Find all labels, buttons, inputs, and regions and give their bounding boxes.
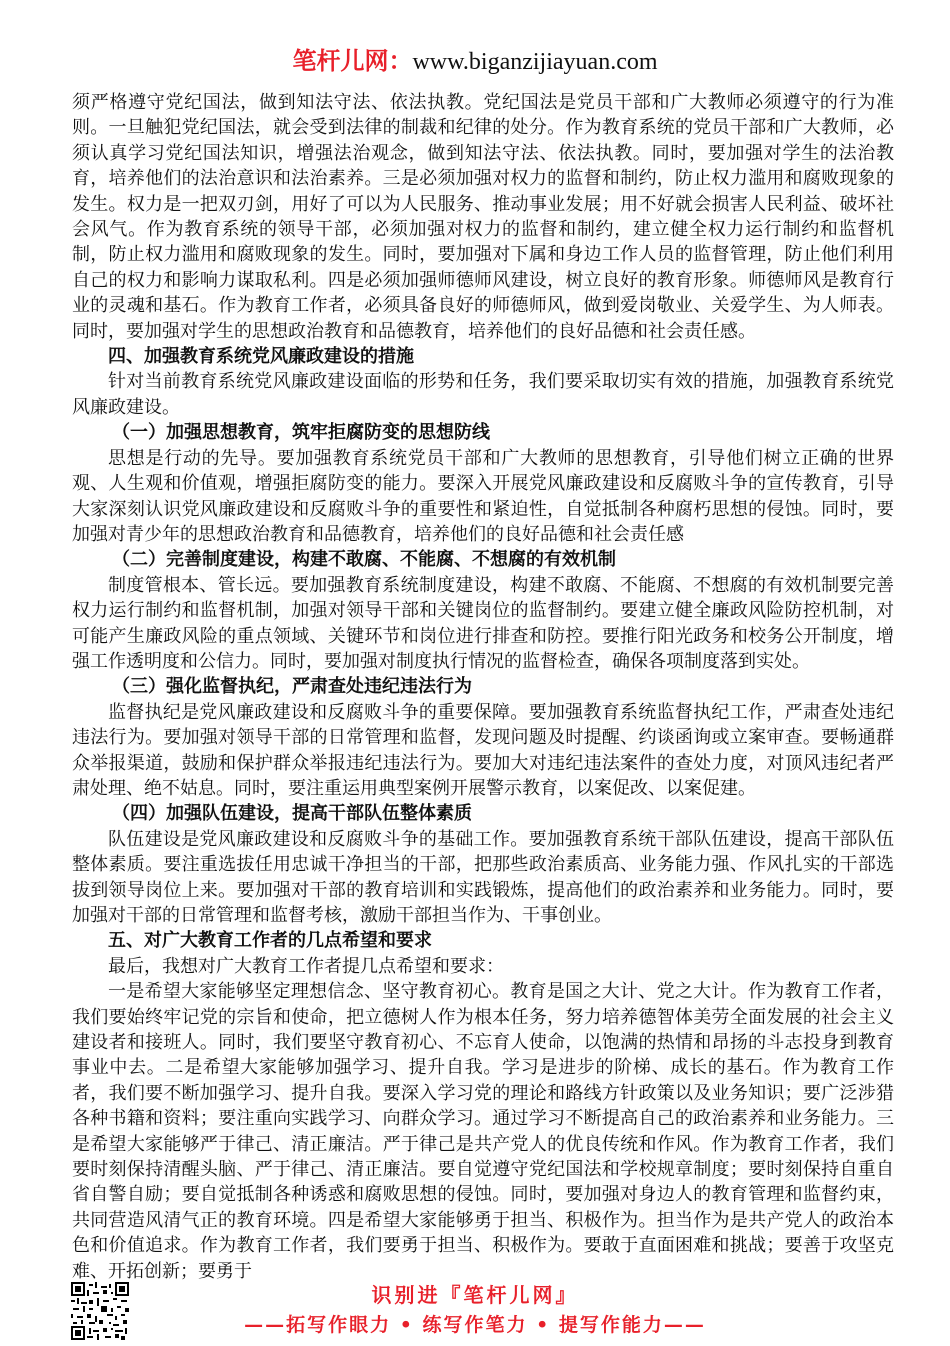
paragraph-subsection-3: 监督执纪是党风廉政建设和反腐败斗争的重要保障。要加强教育系统监督执纪工作，严肃查处违纪违法行为。要加强对领导干部的日常管理和监督，发现问题及时提醒、约谈函询或立案审查。要畅通群众举报渠道，鼓励和保护群众举报违纪违法行为。要加大对违纪违法案件的查处力度，对顶风违纪者严肃处理、绝不姑息。同时，要注重运用典型案例开展警示教育，以案促改、以案促建。 (72, 701, 894, 799)
paragraph-section-5-intro: 最后，我想对广大教育工作者提几点希望和要求： (108, 955, 504, 977)
paragraph-subsection-4: 队伍建设是党风廉政建设和反腐败斗争的基础工作。要加强教育系统干部队伍建设，提高干部队伍整体素质。要注重选拔任用忠诚干净担当的干部，把那些政治素质高、业务能力强、作风扎实的干部选拔到领导岗位上来。要加强对干部的教育培训和实践锻炼，提高他们的政治素养和业务能力。同时，要加强对干部的日常管理和监督考核，激励干部担当作为、干事创业。 (72, 828, 894, 926)
subsection-heading-3: （三）强化监督执纪，严肃查处违纪违法行为 (112, 676, 472, 698)
site-header (0, 46, 950, 77)
document-body (72, 90, 894, 1284)
paragraph-intro: 须严格遵守党纪国法，做到知法守法、依法执教。党纪国法是党员干部和广大教师必须遵守的行为准则。一旦触犯党纪国法，就会受到法律的制裁和纪律的处分。作为教育系统的党员干部和广大教师，必须认真学习党纪国法知识，增强法治观念，做到知法守法、依法执教。同时，要加强对学生的法治教育，培养他们的法治意识和法治素养。三是必须加强对权力的监督和制约，防止权力滥用和腐败现象的发生。权力是一把双刃剑，用好了可以为人民服务、推动事业发展；用不好就会损害人民利益、破坏社会风气。作为教育系统的领导干部，必须加强对权力的监督和制约，建立健全权力运行制约和监督机制，防止权力滥用和腐败现象的发生。同时，要加强对下属和身边工作人员的监督管理，防止他们利用自己的权力和影响力谋取私利。四是必须加强师德师风建设，树立良好的教育形象。师德师风是教育行业的灵魂和基石。作为教育工作者，必须具备良好的师德师风，做到爱岗敬业、关爱学生、为人师表。同时，要加强对学生的思想政治教育和品德教育，培养他们的良好品德和社会责任感。 (72, 92, 894, 342)
section-heading-4: 四、加强教育系统党风廉政建设的措施 (108, 346, 414, 368)
footer-slogan-motto: ——拓写作眼力 • 练写作笔力 • 提写作能力—— (244, 1314, 706, 1336)
paragraph-section-4-intro: 针对当前教育系统党风廉政建设面临的形势和任务，我们要采取切实有效的措施，加强教育系统党风廉政建设。 (72, 371, 894, 418)
paragraph-subsection-2: 制度管根本、管长远。要加强教育系统制度建设，构建不敢腐、不能腐、不想腐的有效机制要完善权力运行制约和监督机制，加强对领导干部和关键岗位的监督制约。要建立健全廉政风险防控机制，对可能产生廉政风险的重点领域、关键环节和岗位进行排查和防控。要推行阳光政务和校务公开制度，增强工作透明度和公信力。同时，要加强对制度执行情况的监督检查，确保各项制度落到实处。 (72, 574, 894, 672)
subsection-heading-1: （一）加强思想教育，筑牢拒腐防变的思想防线 (112, 422, 490, 444)
footer-slogan-title: 识别进『笔杆儿网』 (371, 1283, 579, 1307)
site-url[interactable]: www.biganzijiayuan.com (412, 49, 658, 75)
site-brand: 笔杆儿网： (292, 46, 413, 75)
paragraph-section-5-body: 一是希望大家能够坚定理想信念、坚守教育初心。教育是国之大计、党之大计。作为教育工作者，我们要始终牢记党的宗旨和使命，把立德树人作为根本任务，努力培养德智体美劳全面发展的社会主义建设者和接班人。同时，我们要坚守教育初心、不忘育人使命，以饱满的热情和昂扬的斗志投身到教育事业中去。二是希望大家能够加强学习、提升自我。学习是进步的阶梯、成长的基石。作为教育工作者，我们要不断加强学习、提升自我。要深入学习党的理论和路线方针政策以及业务知识；要广泛涉猎各种书籍和资料；要注重向实践学习、向群众学习。通过学习不断提高自己的政治素养和业务能力。三是希望大家能够严于律己、清正廉洁。严于律己是共产党人的优良传统和作风。作为教育工作者，我们要时刻保持清醒头脑、严于律己、清正廉洁。要自觉遵守党纪国法和学校规章制度；要时刻保持自重自省自警自励；要自觉抵制各种诱惑和腐败思想的侵蚀。同时，要加强对身边人的教育管理和监督约束，共同营造风清气正的教育环境。四是希望大家能够勇于担当、积极作为。担当作为是共产党人的政治本色和价值追求。作为教育工作者，我们要勇于担当、积极作为。要敢于直面困难和挑战；要善于攻坚克难、开拓创新；要勇于 (72, 981, 894, 1282)
paragraph-subsection-1: 思想是行动的先导。要加强教育系统党员干部和广大教师的思想教育，引导他们树立正确的世界观、人生观和价值观，增强拒腐防变的能力。要深入开展党风廉政建设和反腐败斗争的宣传教育，引导大家深刻认识党风廉政建设和反腐败斗争的重要性和紧迫性，自觉抵制各种腐朽思想的侵蚀。同时，要加强对青少年的思想政治教育和品德教育，培养他们的良好品德和社会责任感 (72, 447, 894, 545)
subsection-heading-2: （二）完善制度建设，构建不敢腐、不能腐、不想腐的有效机制 (112, 549, 616, 571)
subsection-heading-4: （四）加强队伍建设，提高干部队伍整体素质 (112, 803, 472, 825)
section-heading-5: 五、对广大教育工作者的几点希望和要求 (108, 930, 432, 952)
